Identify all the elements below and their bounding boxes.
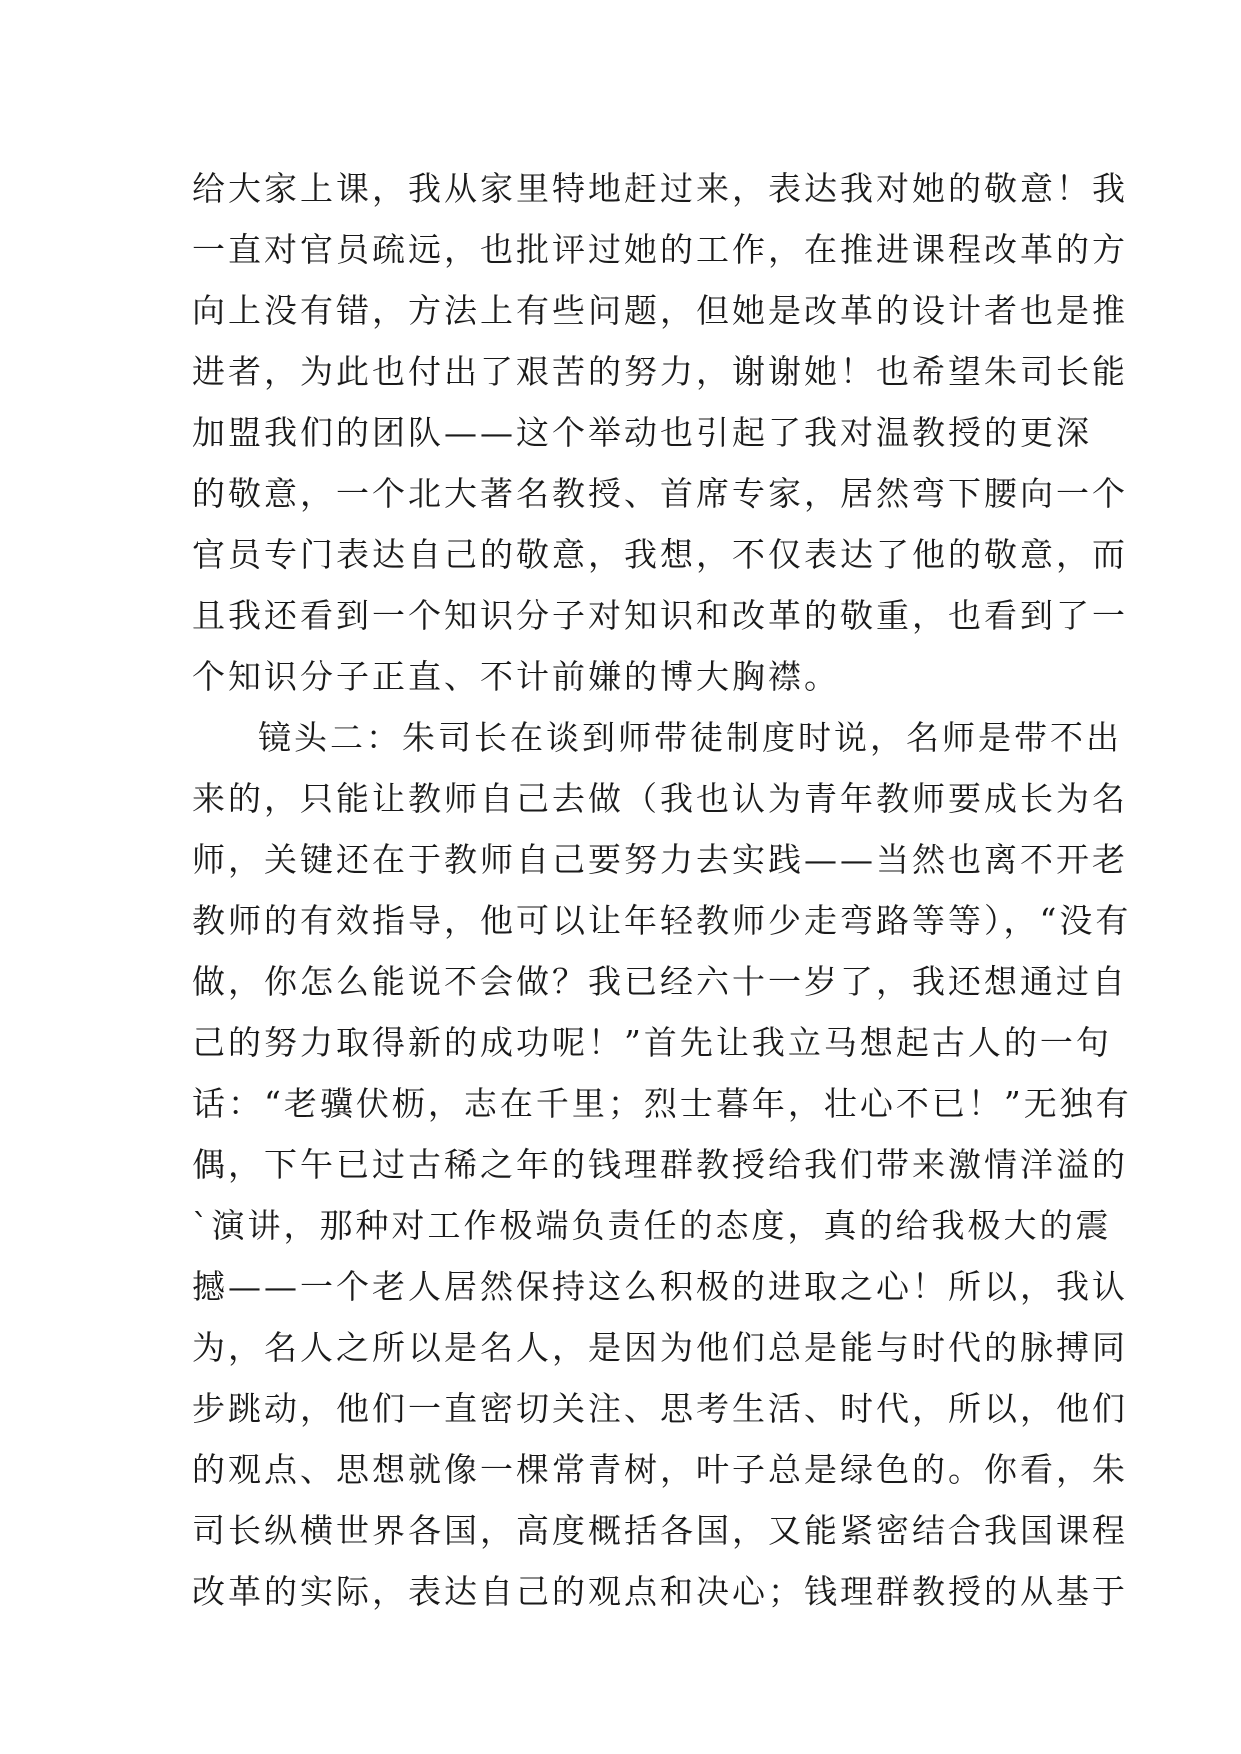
text-line: 司长纵横世界各国，高度概括各国，又能紧密结合我国课程 [192, 1511, 1128, 1550]
text-line: 来的，只能让教师自己去做（我也认为青年教师要成长为名 [192, 779, 1128, 818]
text-line: 师，关键还在于教师自己要努力去实践——当然也离不开老 [192, 840, 1128, 879]
paragraph-end-line: 个知识分子正直、不计前嫌的博大胸襟。 [192, 657, 840, 696]
text-line: 加盟我们的团队——这个举动也引起了我对温教授的更深 [192, 413, 1092, 452]
text-line: 撼——一个老人居然保持这么积极的进取之心！所以，我认 [192, 1267, 1128, 1306]
text-line: 步跳动，他们一直密切关注、思考生活、时代，所以，他们 [192, 1389, 1128, 1428]
text-line: 偶，下午已过古稀之年的钱理群教授给我们带来激情洋溢的 [192, 1145, 1128, 1184]
text-line: 一直对官员疏远，也批评过她的工作，在推进课程改革的方 [192, 230, 1128, 269]
paragraph-start-line: 镜头二：朱司长在谈到师带徒制度时说，名师是带不出 [258, 718, 1122, 757]
text-line: 教师的有效指导，他可以让年轻教师少走弯路等等），“没有 [192, 901, 1132, 940]
text-line: 为，名人之所以是名人，是因为他们总是能与时代的脉搏同 [192, 1328, 1128, 1367]
text-line: 己的努力取得新的成功呢！”首先让我立马想起古人的一句 [192, 1023, 1112, 1062]
text-line: 做，你怎么能说不会做？我已经六十一岁了，我还想通过自 [192, 962, 1128, 1001]
text-line: 进者，为此也付出了艰苦的努力，谢谢她！也希望朱司长能 [192, 352, 1128, 391]
text-line: 的敬意，一个北大著名教授、首席专家，居然弯下腰向一个 [192, 474, 1128, 513]
text-line: 改革的实际，表达自己的观点和决心；钱理群教授的从基于 [192, 1572, 1128, 1611]
text-line: 官员专门表达自己的敬意，我想，不仅表达了他的敬意，而 [192, 535, 1128, 574]
text-line: 的观点、思想就像一棵常青树，叶子总是绿色的。你看，朱 [192, 1450, 1128, 1489]
text-line: 向上没有错，方法上有些问题，但她是改革的设计者也是推 [192, 291, 1128, 330]
text-line: 话：“老骥伏枥，志在千里；烈士暮年，壮心不已！”无独有 [192, 1084, 1132, 1123]
text-line: 给大家上课，我从家里特地赶过来，表达我对她的敬意！我 [192, 169, 1128, 208]
text-line: `演讲，那种对工作极端负责任的态度，真的给我极大的震 [192, 1206, 1112, 1245]
text-line: 且我还看到一个知识分子对知识和改革的敬重，也看到了一 [192, 596, 1128, 635]
body-text [192, 158, 1132, 1622]
